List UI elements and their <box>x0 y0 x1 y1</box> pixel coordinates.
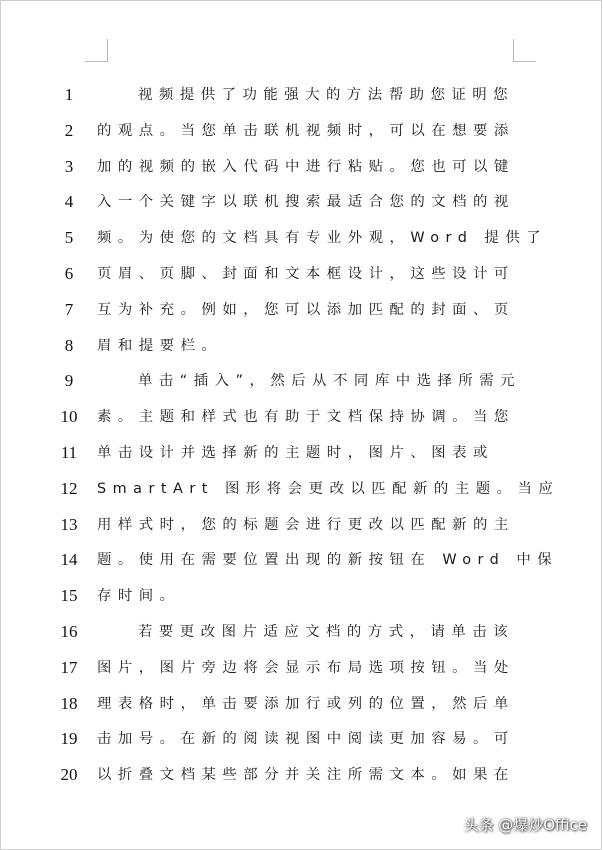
document-line <box>1 542 603 578</box>
line-number: 15 <box>60 586 78 606</box>
line-number: 5 <box>64 228 74 248</box>
document-line <box>1 113 603 149</box>
margin-corner-mark-top-right <box>513 39 536 62</box>
line-text[interactable]: 击加号。在新的阅读视图中阅读更加容易。可 <box>97 731 515 748</box>
line-text[interactable]: 互为补充。例如，您可以添加匹配的封面、页 <box>97 301 515 318</box>
line-text[interactable]: 素。主题和样式也有助于文档保持协调。当您 <box>97 409 515 426</box>
document-line <box>1 328 603 364</box>
document-line <box>1 650 603 686</box>
line-text[interactable]: 加的视频的嵌入代码中进行粘贴。您也可以键 <box>97 158 515 175</box>
line-number: 4 <box>64 192 74 212</box>
line-number: 19 <box>60 729 78 749</box>
line-text[interactable]: 单击设计并选择新的主题时，图片、图表或 <box>97 444 494 461</box>
numbered-lines <box>1 77 603 793</box>
line-number: 2 <box>64 120 74 140</box>
line-number: 9 <box>64 371 74 391</box>
line-number: 6 <box>64 263 74 283</box>
line-number: 3 <box>64 156 74 176</box>
document-line <box>1 471 603 507</box>
document-line <box>1 507 603 543</box>
margin-corner-mark-top-left <box>85 39 108 62</box>
line-number: 8 <box>64 335 74 355</box>
line-number: 20 <box>60 765 78 785</box>
line-number: 13 <box>60 514 78 534</box>
line-number: 10 <box>60 407 78 427</box>
document-line <box>1 757 603 793</box>
line-text[interactable]: 用样式时，您的标题会进行更改以匹配新的主 <box>97 516 515 533</box>
watermark: 头条 @爆炒Office <box>463 816 587 834</box>
document-line <box>1 292 603 328</box>
line-text[interactable]: 若要更改图片适应文档的方式，请单击该 <box>138 623 515 640</box>
line-text[interactable]: 视频提供了功能强大的方法帮助您证明您 <box>138 87 515 103</box>
document-line <box>1 614 603 650</box>
document-line <box>1 363 603 399</box>
line-number: 18 <box>60 693 78 713</box>
line-text[interactable]: 频。为使您的文档具有专业外观，Word 提供了 <box>97 230 548 247</box>
document-line <box>1 721 603 757</box>
line-text[interactable]: SmartArt 图形将会更改以匹配新的主题。当应 <box>97 480 560 497</box>
line-text[interactable]: 页眉、页脚、封面和文本框设计，这些设计可 <box>97 265 515 282</box>
line-text[interactable]: 单击“插入”，然后从不同库中选择所需元 <box>138 373 522 390</box>
line-number: 17 <box>60 657 78 677</box>
line-text[interactable]: 理表格时，单击要添加行或列的位置，然后单 <box>97 695 515 712</box>
document-line <box>1 220 603 256</box>
document-line <box>1 256 603 292</box>
line-number: 14 <box>60 550 78 570</box>
document-line <box>1 435 603 471</box>
line-text[interactable]: 图片，图片旁边将会显示布局选项按钮。当处 <box>97 659 515 676</box>
line-text[interactable]: 的观点。当您单击联机视频时，可以在想要添 <box>97 122 515 139</box>
document-line <box>1 149 603 185</box>
line-text[interactable]: 题。使用在需要位置出现的新按钮在 Word 中保 <box>97 552 559 569</box>
document-line <box>1 578 603 614</box>
line-number: 7 <box>64 299 74 319</box>
line-text[interactable]: 存时间。 <box>97 588 181 605</box>
line-number: 16 <box>60 621 78 641</box>
line-number: 1 <box>64 85 74 104</box>
line-text[interactable]: 入一个关键字以联机搜索最适合您的文档的视 <box>97 194 515 211</box>
line-number: 11 <box>60 442 78 462</box>
document-line <box>1 77 603 113</box>
document-line <box>1 184 603 220</box>
line-text[interactable]: 以折叠文档某些部分并关注所需文本。如果在 <box>97 767 515 784</box>
document-line <box>1 399 603 435</box>
line-number: 12 <box>60 478 78 498</box>
document-line <box>1 686 603 722</box>
line-text[interactable]: 眉和提要栏。 <box>97 337 223 354</box>
